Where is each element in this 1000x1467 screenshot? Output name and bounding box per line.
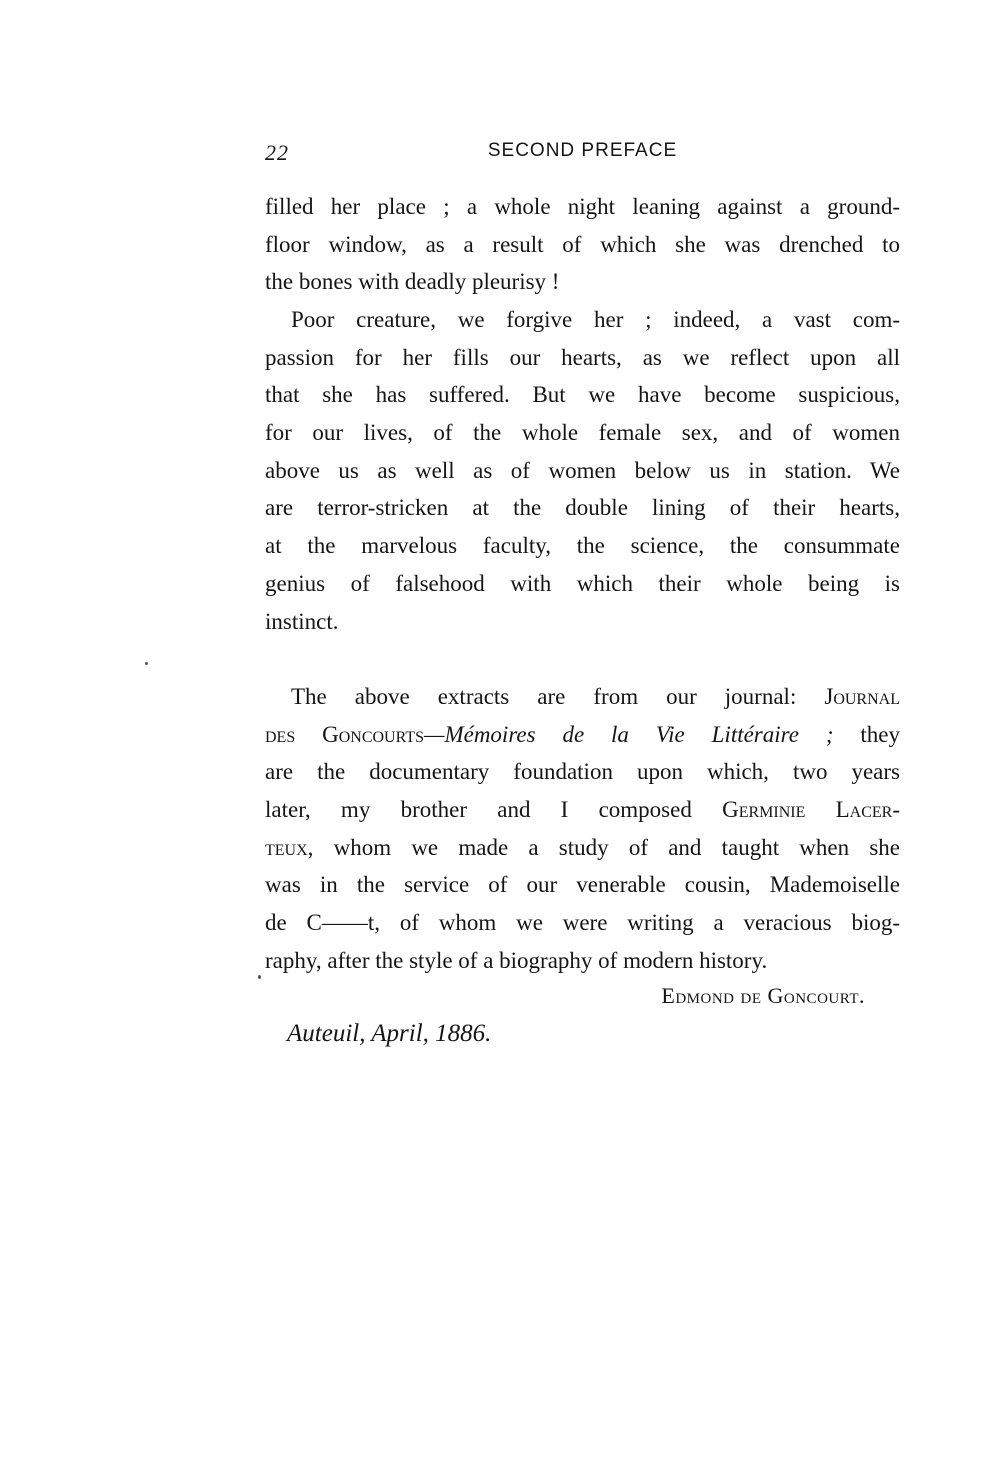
text-run: they <box>833 721 900 747</box>
text-run: later, my brother and I composed <box>265 797 723 823</box>
text-line: are the documentary foundation upon which, two years <box>265 759 900 785</box>
text-line: for our lives, of the whole female sex, and of women <box>265 420 900 446</box>
text-line: Poor creature, we forgive her ; indeed, a vast com- <box>291 307 900 332</box>
text-line: the bones with deadly pleurisy ! <box>265 269 560 295</box>
text-line: filled her place ; a whole night leaning against a ground- <box>265 194 900 219</box>
text-run: , whom we made a study of and taught when she <box>307 834 900 860</box>
text-line <box>265 716 900 754</box>
text-line: are terror-stricken at the double lining of their hearts, <box>265 495 900 521</box>
journal-title: Journal <box>824 684 900 709</box>
memoires-title: —Mémoires de la Vie Littéraire ; <box>424 721 834 747</box>
text-line: that she has suffered. But we have become suspicious, <box>265 382 900 408</box>
author-signature: Edmond de Goncourt. <box>661 983 865 1008</box>
text-line: instinct. <box>265 608 339 634</box>
text-line: above us as well as of women below us in station. We <box>265 457 900 483</box>
paragraph-extracts <box>265 678 900 980</box>
dateline: Auteuil, April, 1886. <box>287 1020 492 1047</box>
text-line <box>265 829 900 867</box>
text-run: The above extracts are from our journal: <box>291 684 825 709</box>
journal-title: des Goncourts <box>265 721 424 747</box>
text-line: de C——t, of whom we were writing a veracious biog- <box>265 910 900 936</box>
text-line: floor window, as a result of which she was drenched to <box>265 231 900 257</box>
novel-title: teux <box>265 834 308 860</box>
text-line: at the marvelous faculty, the science, the consummate <box>265 533 900 559</box>
text-line: was in the service of our venerable cousin, Mademoiselle <box>265 872 900 898</box>
text-line: raphy, after the style of a biography of modern history. <box>265 947 768 973</box>
text-line <box>265 678 900 716</box>
page-number: 22 <box>265 140 289 165</box>
page-header <box>265 140 900 168</box>
text-line: passion for her fills our hearts, as we reflect upon all <box>265 344 900 370</box>
text-line <box>265 791 900 829</box>
novel-title: Germinie Lacer- <box>722 797 900 823</box>
paragraph-poor-creature <box>265 301 900 640</box>
print-speck <box>145 662 148 665</box>
running-head: SECOND PREFACE <box>487 140 678 161</box>
text-line: genius of falsehood with which their whole being is <box>265 570 900 596</box>
paragraph-continuation <box>265 188 900 301</box>
print-speck <box>258 975 261 979</box>
